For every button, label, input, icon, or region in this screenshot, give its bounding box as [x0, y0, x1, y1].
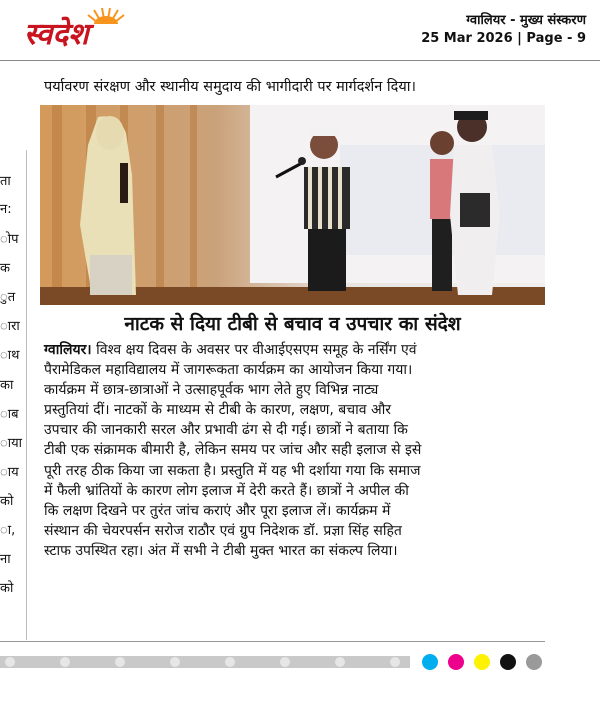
fragment: ाया	[0, 436, 22, 451]
black-dot	[500, 654, 516, 670]
date-page: 25 Mar 2026 | Page - 9	[421, 31, 586, 46]
masthead-rule	[0, 60, 600, 61]
fragment: का	[0, 378, 14, 393]
fragment: ारा	[0, 319, 20, 334]
article-body	[44, 340, 544, 561]
article-line: स्टाफ उपस्थित रहा। अंत में सभी ने टीबी मुक्त भारत का संकल्प लिया।	[44, 542, 398, 559]
prev-article-last-line: पर्यावरण संरक्षण और स्थानीय समुदाय की भागीदारी पर मार्गदर्शन दिया।	[44, 79, 417, 95]
article-line: पैरामेडिकल महाविद्यालय में जागरूकता कार्यक्रम का आयोजन किया गया।	[44, 362, 413, 379]
fragment: क	[0, 261, 10, 276]
edition-name: ग्वालियर - मुख्य संस्करण	[466, 13, 586, 28]
fragment: ा,	[0, 523, 16, 538]
fragment: ाय	[0, 465, 19, 480]
article-line: कार्यक्रम में छात्र-छात्राओं ने उत्साहपूर्वक भाग लेते हुए विभिन्न नाट्य	[44, 382, 379, 399]
stage-performance-photo	[40, 105, 545, 305]
yellow-dot	[474, 654, 490, 670]
fragment: ाब	[0, 407, 19, 422]
logo-text: स्वदेश	[24, 17, 89, 50]
fragment: न:	[0, 202, 12, 217]
article-line: प्रस्तुतियां दीं। नाटकों के माध्यम से टीबी के कारण, लक्षण, बचाव और	[44, 402, 392, 419]
fragment: ता	[0, 174, 11, 189]
svadesh-logo	[22, 6, 152, 50]
article-line: पूरी तरह ठीक किया जा सकता है। प्रस्तुति में यह भी दर्शाया गया कि समाज	[44, 462, 421, 479]
column-rule	[26, 150, 27, 640]
edition-info	[421, 12, 586, 48]
dateline: ग्वालियर।	[44, 342, 92, 358]
gray-dot	[526, 654, 542, 670]
fragment: ाथ	[0, 348, 20, 363]
fragment: को	[0, 494, 14, 509]
article-line: कि लक्षण दिखने पर तुरंत जांच कराएं और पूरा इलाज लें। कार्यक्रम में	[44, 502, 391, 519]
print-registration-marks	[0, 653, 600, 671]
fragment: को	[0, 581, 14, 596]
bottom-rule	[0, 641, 545, 642]
article-line: टीबी एक संक्रामक बीमारी है, लेकिन समय पर जांच और सही इलाज से इसे	[44, 442, 422, 459]
article-line: उपचार की जानकारी सरल और प्रभावी ढंग से दी गई। छात्रों ने बताया कि	[44, 422, 408, 439]
fragment: ोप	[0, 232, 19, 247]
fragment: ुत	[0, 290, 16, 305]
masthead	[0, 0, 600, 62]
article-headline: नाटक से दिया टीबी से बचाव व उपचार का संदेश	[124, 313, 461, 335]
fragment: ना	[0, 552, 11, 567]
article-line: में फैली भ्रांतियों के कारण लोग इलाज में देरी करते हैं। छात्रों ने अपील की	[44, 482, 409, 499]
article-line: ग्वालियर। विश्व क्षय दिवस के अवसर पर वीआईएसएम समूह के नर्सिंग एवं	[44, 342, 417, 358]
magenta-dot	[448, 654, 464, 670]
left-column-fragments	[0, 62, 24, 642]
cyan-dot	[422, 654, 438, 670]
article-line: संस्थान की चेयरपर्सन सरोज राठौर एवं ग्रुप निदेशक डॉ. प्रज्ञा सिंह सहित	[44, 522, 402, 539]
